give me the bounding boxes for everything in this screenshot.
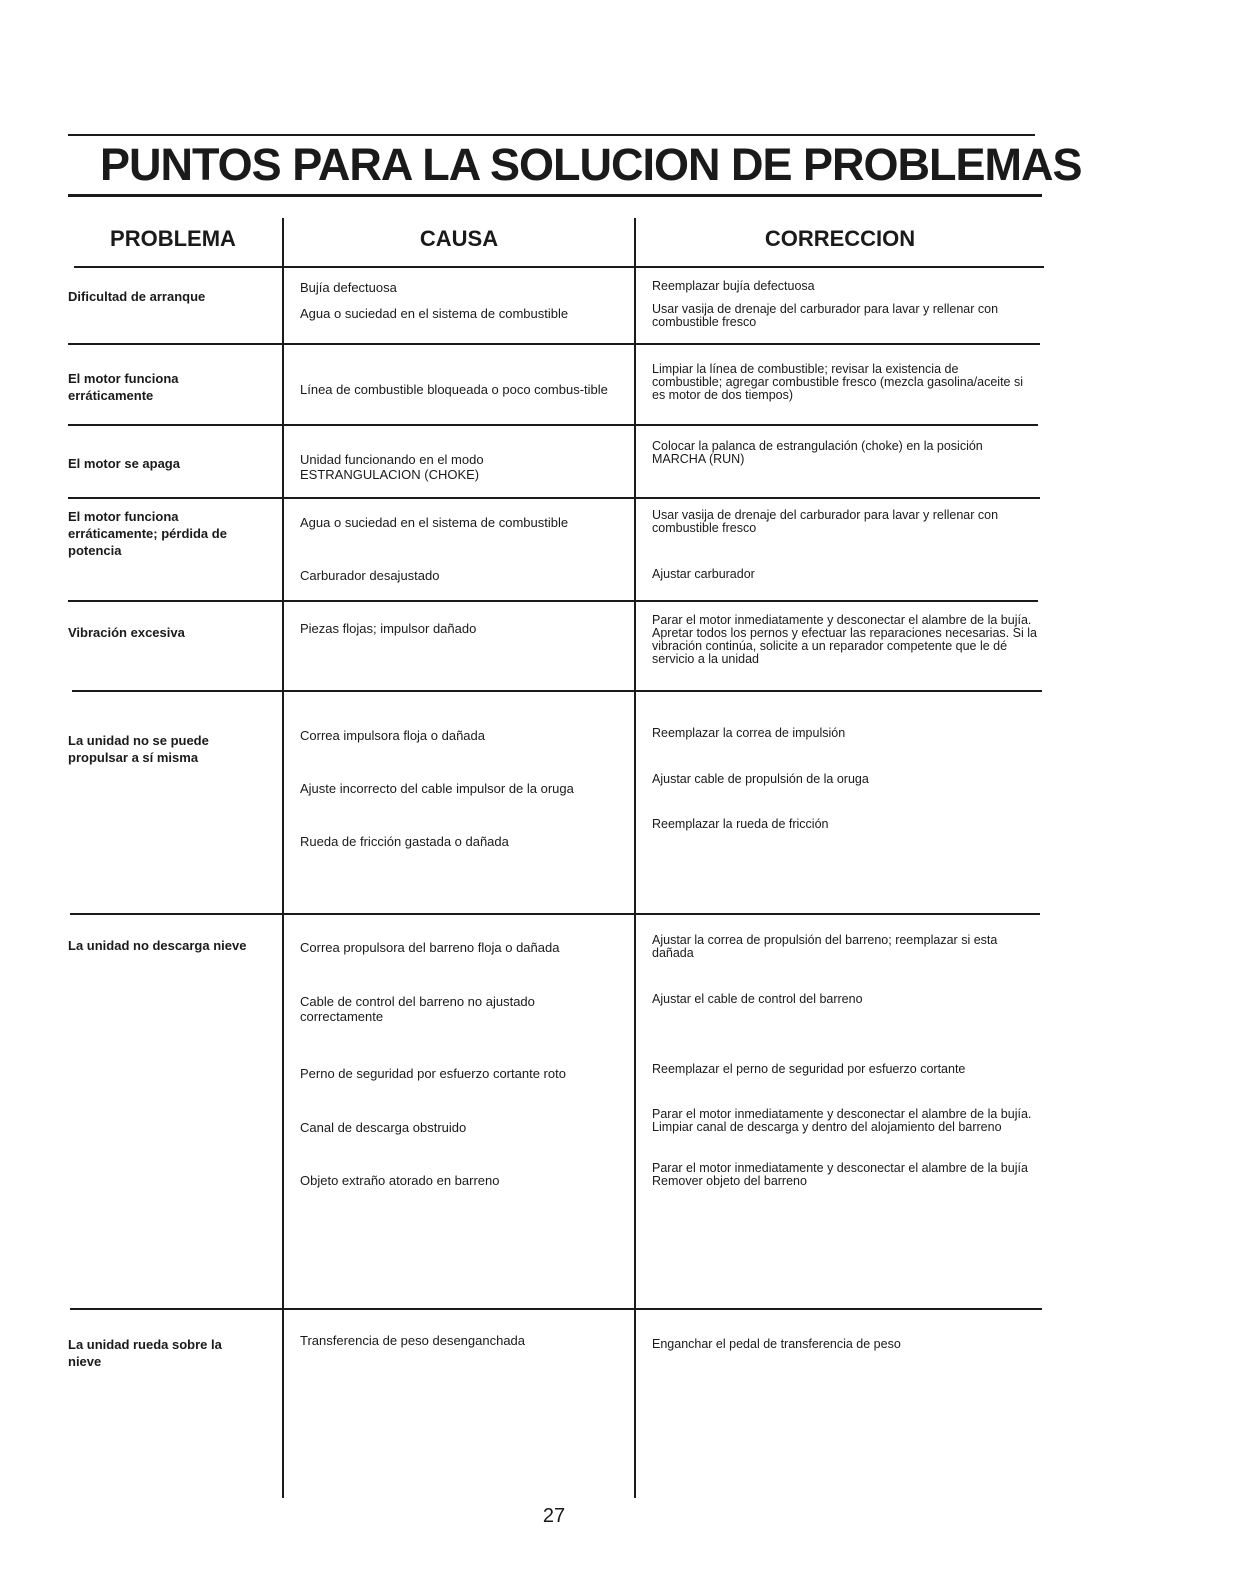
correction-cell: Limpiar la línea de combustible; revisar la existencia de combustible; agregar combustible fresco (mezcla gasolina/aceite si es motor de dos tiempos) (652, 362, 1024, 402)
row-separator (72, 690, 1042, 692)
cause-cell: Canal de descarga obstruido (300, 1120, 467, 1135)
cause-cell: Línea de combustible bloqueada o poco combus-tible (300, 382, 608, 397)
header-correction: CORRECCION (764, 226, 916, 251)
correction-cell: Parar el motor inmediatamente y desconectar el alambre de la bujía. Apretar todos los pernos y efectuar las reparaciones necesarias. Si la vibración continúa, solicite a un reparador competente que le dé servicio a la unidad (652, 613, 1037, 666)
header-cause: CAUSA (419, 226, 499, 251)
correction-cell: Reemplazar la correa de impulsión (652, 726, 846, 740)
cause-cell: Bujía defectuosa (300, 280, 397, 295)
row-separator (70, 1308, 1042, 1310)
cause-cell: Agua o suciedad en el sistema de combustible (300, 306, 569, 321)
problem-cell: La unidad no se puede propulsar a sí misma (68, 733, 209, 765)
cause-cell: Agua o suciedad en el sistema de combustible (300, 515, 569, 530)
row-separator (68, 497, 1040, 499)
row-separator (68, 424, 1038, 426)
cause-cell: Objeto extraño atorado en barreno (300, 1173, 500, 1188)
cause-cell: Correa impulsora floja o dañada (300, 728, 485, 743)
row-separator (68, 343, 1040, 345)
correction-cell: Ajustar carburador (652, 567, 755, 581)
row-separator (74, 266, 1044, 268)
cause-cell: Rueda de fricción gastada o dañada (300, 834, 509, 849)
correction-cell: Parar el motor inmediatamente y desconectar el alambre de la bujía. Limpiar canal de descarga y dentro del alojamiento del barreno (652, 1107, 1032, 1134)
row-separator (68, 600, 1038, 602)
problem-cell: El motor se apaga (68, 456, 180, 471)
correction-cell: Usar vasija de drenaje del carburador para lavar y rellenar con combustible fresco (652, 508, 999, 535)
cause-cell: Transferencia de peso desenganchada (300, 1333, 526, 1348)
cause-cell: Carburador desajustado (300, 568, 440, 583)
title-rule-bottom (68, 194, 1042, 197)
cause-cell: Ajuste incorrecto del cable impulsor de la oruga (300, 781, 574, 796)
correction-cell: Ajustar el cable de control del barreno (652, 992, 863, 1006)
column-divider-2 (634, 218, 636, 1498)
correction-cell: Reemplazar bujía defectuosa (652, 279, 815, 293)
cause-cell: Perno de seguridad por esfuerzo cortante roto (300, 1066, 566, 1081)
correction-cell: Ajustar la correa de propulsión del barreno; reemplazar si esta dañada (652, 933, 998, 960)
cause-cell: Piezas flojas; impulsor dañado (300, 621, 477, 636)
column-divider-1 (282, 218, 284, 1498)
cause-cell: Unidad funcionando en el modo ESTRANGULACION (CHOKE) (300, 452, 484, 482)
correction-cell: Ajustar cable de propulsión de la oruga (652, 772, 869, 786)
correction-cell: Reemplazar el perno de seguridad por esfuerzo cortante (652, 1062, 966, 1076)
header-problem: PROBLEMA (110, 226, 236, 251)
problem-cell: El motor funciona erráticamente (68, 371, 179, 403)
cause-cell: Correa propulsora del barreno floja o dañada (300, 940, 560, 955)
correction-cell: Usar vasija de drenaje del carburador para lavar y rellenar con combustible fresco (652, 302, 999, 329)
cause-cell: Cable de control del barreno no ajustado correctamente (300, 994, 535, 1024)
problem-cell: Vibración excesiva (68, 625, 185, 640)
correction-cell: Colocar la palanca de estrangulación (choke) en la posición MARCHA (RUN) (652, 439, 983, 466)
page-number: 27 (542, 1505, 566, 1527)
row-separator (70, 913, 1040, 915)
correction-cell: Parar el motor inmediatamente y desconectar el alambre de la bujía Remover objeto del barreno (652, 1161, 1028, 1188)
page-title: PUNTOS PARA LA SOLUCION DE PROBLEMAS (100, 139, 1082, 190)
problem-cell: La unidad no descarga nieve (68, 938, 247, 953)
title-rule-top (68, 134, 1035, 136)
problem-cell: Dificultad de arranque (68, 289, 206, 304)
correction-cell: Reemplazar la rueda de fricción (652, 817, 829, 831)
problem-cell: La unidad rueda sobre la nieve (68, 1337, 222, 1369)
correction-cell: Enganchar el pedal de transferencia de peso (652, 1337, 901, 1351)
problem-cell: El motor funciona erráticamente; pérdida de potencia (68, 509, 227, 558)
